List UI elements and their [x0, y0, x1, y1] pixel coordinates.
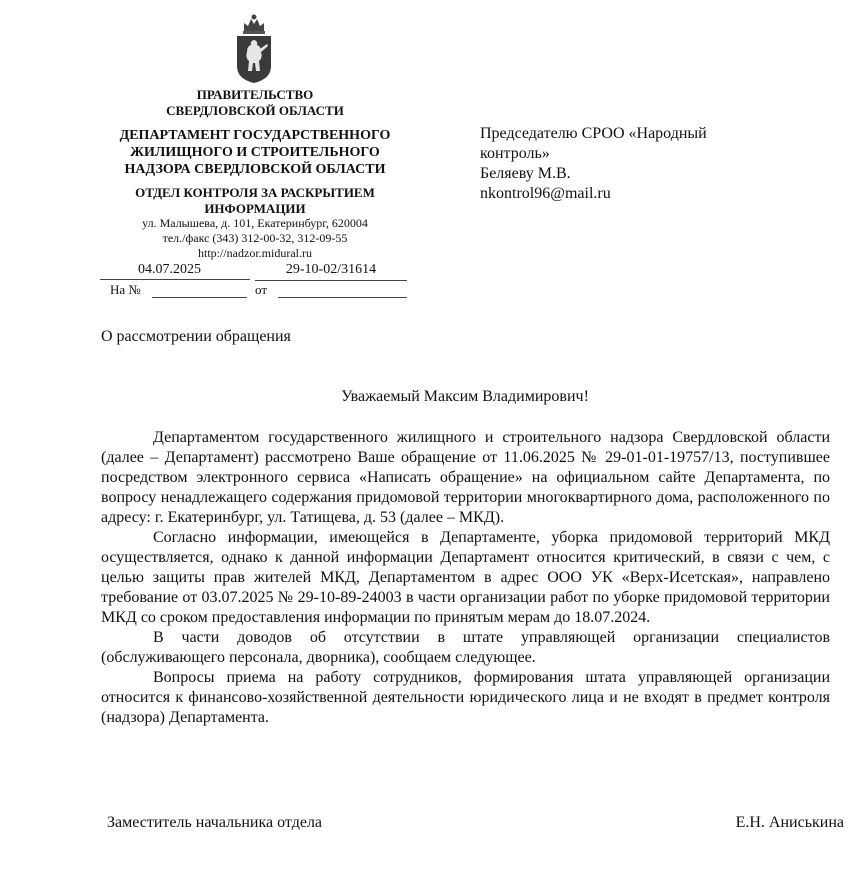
government-name	[100, 87, 410, 119]
phone-fax: тел./факс (343) 312-00-32, 312-09-55	[162, 231, 348, 245]
reference-date-blank	[278, 297, 407, 298]
website-url: http://nadzor.midural.ru	[198, 246, 312, 260]
body-paragraph: Согласно информации, имеющейся в Департаменте, уборка придомовой территорий МКД осуществляется, однако к данной информации Департамент относится критический, в связи с чем, с целью защиты прав жителей МКД, Департаментом в адрес ООО УК «Верх-Исетская», направлено требование от 03.07.2025 № 29-10-89-24003 в части организации работ по уборке придомовой территории МКД со сроком предоставления информации по принятым мерам до 18.07.2024.	[101, 529, 830, 626]
registration-number: 29-10-02/31614	[255, 262, 407, 281]
letter-subject: О рассмотрении обращения	[101, 328, 291, 345]
dept-line-1: ДЕПАРТАМЕНТ ГОСУДАРСТВЕННОГО	[119, 128, 391, 143]
signatory-position: Заместитель начальника отдела	[107, 814, 323, 831]
division-name	[100, 185, 410, 217]
addressee-line-1: Председателю СРОО «Народный	[480, 125, 707, 142]
addressee-name: Беляеву М.В.	[480, 165, 571, 182]
postal-address: ул. Малышева, д. 101, Екатеринбург, 620004	[142, 216, 368, 230]
dept-line-2: ЖИЛИЩНОГО И СТРОИТЕЛЬНОГО	[130, 145, 380, 160]
dept-line-3: НАДЗОРА СВЕРДЛОВСКОЙ ОБЛАСТИ	[124, 162, 386, 177]
gov-line-1: ПРАВИТЕЛЬСТВО	[196, 87, 314, 102]
addressee-email: nkontrol96@mail.ru	[480, 185, 611, 202]
department-name	[100, 127, 410, 178]
body-paragraph: В части доводов об отсутствии в штате управляющей организации специалистов (обслуживающего персонала, дворника), сообщаем следующее.	[101, 629, 830, 666]
division-line-2: ИНФОРМАЦИИ	[204, 201, 306, 216]
addressee-block	[480, 124, 770, 204]
division-line-1: ОТДЕЛ КОНТРОЛЯ ЗА РАСКРЫТИЕМ	[135, 185, 375, 200]
contact-block	[100, 216, 410, 261]
body-paragraph: Департаментом государственного жилищного и строительного надзора Свердловской области (далее – Департамент) рассмотрено Ваше обращение от 11.06.2025 № 29-01-01-19757/13, поступившее посредством электронного сервиса «Написать обращение» на официальном сайте Департамента, по вопросу ненадлежащего содержания придомовой территории многоквартирного дома, расположенного по адресу: г. Екатеринбург, ул. Татищева, д. 53 (далее – МКД).	[101, 429, 830, 526]
reference-date-label: от	[255, 282, 268, 297]
body-paragraph: Вопросы приема на работу сотрудников, формирования штата управляющей организации относится к финансово-хозяйственной деятельности юридического лица и не входят в предмет контроля (надзора) Департамента.	[101, 669, 830, 726]
gov-line-2: СВЕРДЛОВСКОЙ ОБЛАСТИ	[166, 103, 344, 118]
letter-body	[101, 428, 830, 728]
coat-of-arms-icon	[234, 11, 274, 85]
registration-date: 04.07.2025	[100, 262, 250, 280]
greeting: Уважаемый Максим Владимирович!	[341, 388, 589, 405]
reference-number-blank	[152, 297, 247, 298]
reference-number-label: На №	[110, 282, 141, 297]
signatory-name: Е.Н. Аниськина	[735, 814, 844, 831]
addressee-line-2: контроль»	[480, 145, 550, 162]
